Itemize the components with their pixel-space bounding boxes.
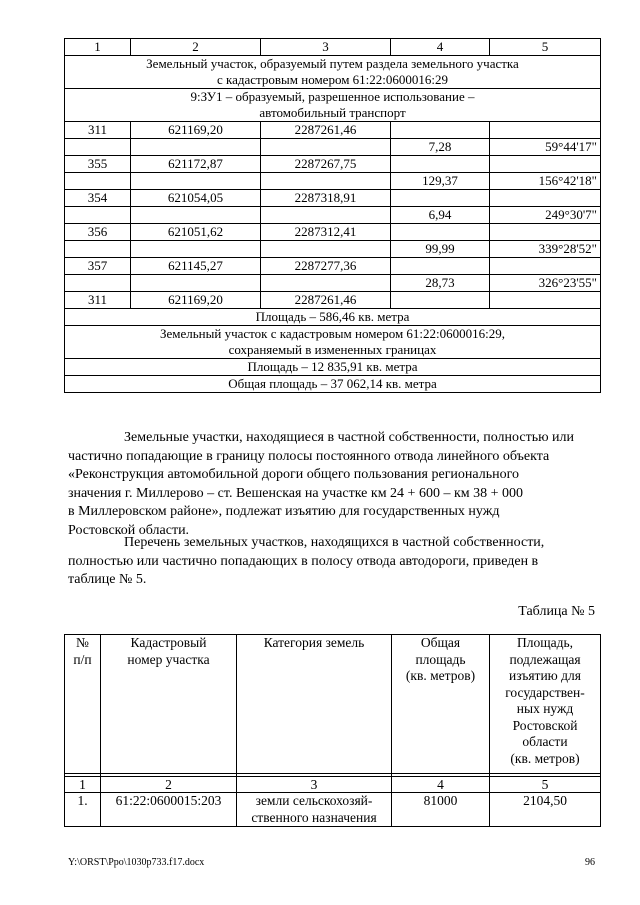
row-y	[261, 173, 391, 190]
text-line: таблице № 5.	[68, 572, 147, 587]
kept-plot-title	[65, 326, 601, 359]
header-category	[237, 635, 392, 774]
col-number: 2	[101, 777, 237, 793]
row-angle	[490, 156, 601, 173]
header-total-area	[392, 635, 490, 774]
kept-plot-line: Земельный участок с кадастровым номером 61:22:0600016:29,	[159, 326, 506, 341]
row-x: 621054,05	[131, 190, 261, 207]
row-y	[261, 139, 391, 156]
text-line: Земельные участки, находящиеся в частной собственности, полностью или	[124, 430, 575, 445]
row-length	[391, 156, 490, 173]
header-line: подлежащая	[509, 651, 581, 667]
row-point: 357	[65, 258, 131, 275]
row-angle	[490, 190, 601, 207]
kept-plot-line: сохраняемый в измененных границах	[228, 342, 437, 357]
header-num	[65, 635, 101, 774]
row-x	[131, 139, 261, 156]
row-angle: 59°44'17"	[490, 139, 601, 156]
header-cadastral	[101, 635, 237, 774]
row-length: 7,28	[391, 139, 490, 156]
text-line: частично попадающие в границу полосы постоянного отвода линейного объекта	[68, 448, 550, 464]
area-kept-row	[65, 359, 601, 376]
paragraph-list-ref	[68, 534, 595, 590]
row-length	[391, 190, 490, 207]
col-number: 3	[237, 777, 392, 793]
table-header-row	[65, 635, 601, 774]
row-y	[261, 241, 391, 258]
text-line: Ростовской области.	[68, 522, 190, 538]
row-point: 311	[65, 122, 131, 139]
row-seized-area: 2104,50	[490, 793, 601, 827]
area-total: Общая площадь – 37 062,14 кв. метра	[65, 376, 601, 393]
seized-plots-table	[64, 634, 601, 827]
table-row	[65, 190, 601, 207]
text-line: Перечень земельных участков, находящихся в частной собственности,	[124, 535, 545, 550]
row-x	[131, 173, 261, 190]
row-angle: 156°42'18"	[490, 173, 601, 190]
row-angle: 249°30'7"	[490, 207, 601, 224]
footer-page-number: 96	[585, 857, 595, 868]
col-number: 4	[392, 777, 490, 793]
section-title-row	[65, 56, 601, 89]
row-length: 28,73	[391, 275, 490, 292]
header-line: (кв. метров)	[510, 750, 580, 766]
table-row	[65, 139, 601, 156]
table-row	[65, 224, 601, 241]
text-line: в Миллеровском районе», подлежат изъятию для государственных нужд	[68, 504, 500, 519]
row-point: 355	[65, 156, 131, 173]
table-row	[65, 207, 601, 224]
col-number: 1	[65, 777, 101, 793]
row-total-area: 81000	[392, 793, 490, 827]
table-row	[65, 122, 601, 139]
plot-title-line: 9:ЗУ1 – образуемый, разрешенное использование –	[190, 89, 475, 104]
header-line: Категория земель	[263, 635, 365, 650]
row-x	[131, 275, 261, 292]
row-angle	[490, 122, 601, 139]
category-line: ственного назначения	[251, 809, 377, 825]
table-row	[65, 275, 601, 292]
row-x: 621051,62	[131, 224, 261, 241]
header-line: области	[522, 734, 568, 749]
row-x: 621172,87	[131, 156, 261, 173]
row-angle	[490, 258, 601, 275]
row-point: 354	[65, 190, 131, 207]
col-header: 4	[391, 39, 490, 56]
row-y: 2287312,41	[261, 224, 391, 241]
row-length: 6,94	[391, 207, 490, 224]
header-seized-area	[490, 635, 601, 774]
row-length	[391, 224, 490, 241]
row-angle	[490, 224, 601, 241]
header-line: Кадастровый	[130, 635, 207, 650]
row-angle: 339°28'52"	[490, 241, 601, 258]
row-y: 2287267,75	[261, 156, 391, 173]
header-line: государствен-	[505, 684, 585, 700]
row-y: 2287277,36	[261, 258, 391, 275]
row-x: 621169,20	[131, 292, 261, 309]
row-length: 99,99	[391, 241, 490, 258]
row-category	[237, 793, 392, 827]
row-y	[261, 275, 391, 292]
row-y: 2287261,46	[261, 122, 391, 139]
row-angle	[490, 292, 601, 309]
row-point	[65, 241, 131, 258]
row-point	[65, 275, 131, 292]
text-line: значения г. Миллерово – ст. Вешенская на участке км 24 + 600 – км 38 + 000	[68, 485, 524, 501]
header-line: Площадь,	[516, 635, 574, 650]
header-line: ных нужд	[516, 701, 574, 716]
header-line: Общая	[420, 635, 461, 650]
table-row	[65, 292, 601, 309]
area-kept: Площадь – 12 835,91 кв. метра	[65, 359, 601, 376]
row-cadastral: 61:22:0600015:203	[101, 793, 237, 827]
table-row	[65, 793, 601, 827]
col-header: 3	[261, 39, 391, 56]
row-num: 1.	[65, 793, 101, 827]
col-header: 1	[65, 39, 131, 56]
footer-file-path: Y:\ORST\Ppo\1030p733.f17.docx	[68, 857, 205, 868]
header-line: площадь	[415, 651, 466, 667]
row-y: 2287318,91	[261, 190, 391, 207]
row-point	[65, 139, 131, 156]
row-length	[391, 258, 490, 275]
table-row	[65, 241, 601, 258]
header-line: (кв. метров)	[405, 668, 476, 683]
row-x	[131, 241, 261, 258]
row-y: 2287261,46	[261, 292, 391, 309]
header-line: п/п	[73, 651, 92, 667]
row-point	[65, 173, 131, 190]
header-line: номер участка	[127, 651, 210, 667]
row-length	[391, 122, 490, 139]
col-number: 5	[490, 777, 601, 793]
row-length: 129,37	[391, 173, 490, 190]
row-x: 621169,20	[131, 122, 261, 139]
paragraph-seizure	[68, 429, 595, 540]
table-row	[65, 156, 601, 173]
plot-title-row	[65, 89, 601, 122]
category-line: земли сельскохозяй-	[255, 793, 373, 808]
row-point: 311	[65, 292, 131, 309]
table-header-row	[65, 39, 601, 56]
column-number-row	[65, 777, 601, 793]
header-line: №	[76, 635, 89, 650]
plot-title-line: автомобильный транспорт	[259, 105, 406, 120]
row-point: 356	[65, 224, 131, 241]
kept-plot-row	[65, 326, 601, 359]
section-title	[65, 56, 601, 89]
area-plot-row	[65, 309, 601, 326]
section-title-line: с кадастровым номером 61:22:0600016:29	[216, 72, 449, 87]
col-header: 5	[490, 39, 601, 56]
row-x	[131, 207, 261, 224]
table-row	[65, 173, 601, 190]
text-line: полностью или частично попадающих в полосу отвода автодороги, приведен в	[68, 553, 539, 569]
table-row	[65, 258, 601, 275]
row-length	[391, 292, 490, 309]
section-title-line: Земельный участок, образуемый путем раздела земельного участка	[146, 56, 519, 71]
row-angle: 326°23'55"	[490, 275, 601, 292]
header-line: Ростовской	[512, 717, 578, 733]
coordinates-table	[64, 38, 601, 393]
plot-title	[65, 89, 601, 122]
area-total-row	[65, 376, 601, 393]
table-caption: Таблица № 5	[518, 604, 595, 619]
col-header: 2	[131, 39, 261, 56]
header-line: изъятию для	[509, 668, 581, 683]
area-plot: Площадь – 586,46 кв. метра	[65, 309, 601, 326]
row-point	[65, 207, 131, 224]
text-line: «Реконструкция автомобильной дороги общего пользования регионального	[68, 467, 520, 482]
coordinates-rows	[65, 122, 601, 309]
row-x: 621145,27	[131, 258, 261, 275]
row-y	[261, 207, 391, 224]
